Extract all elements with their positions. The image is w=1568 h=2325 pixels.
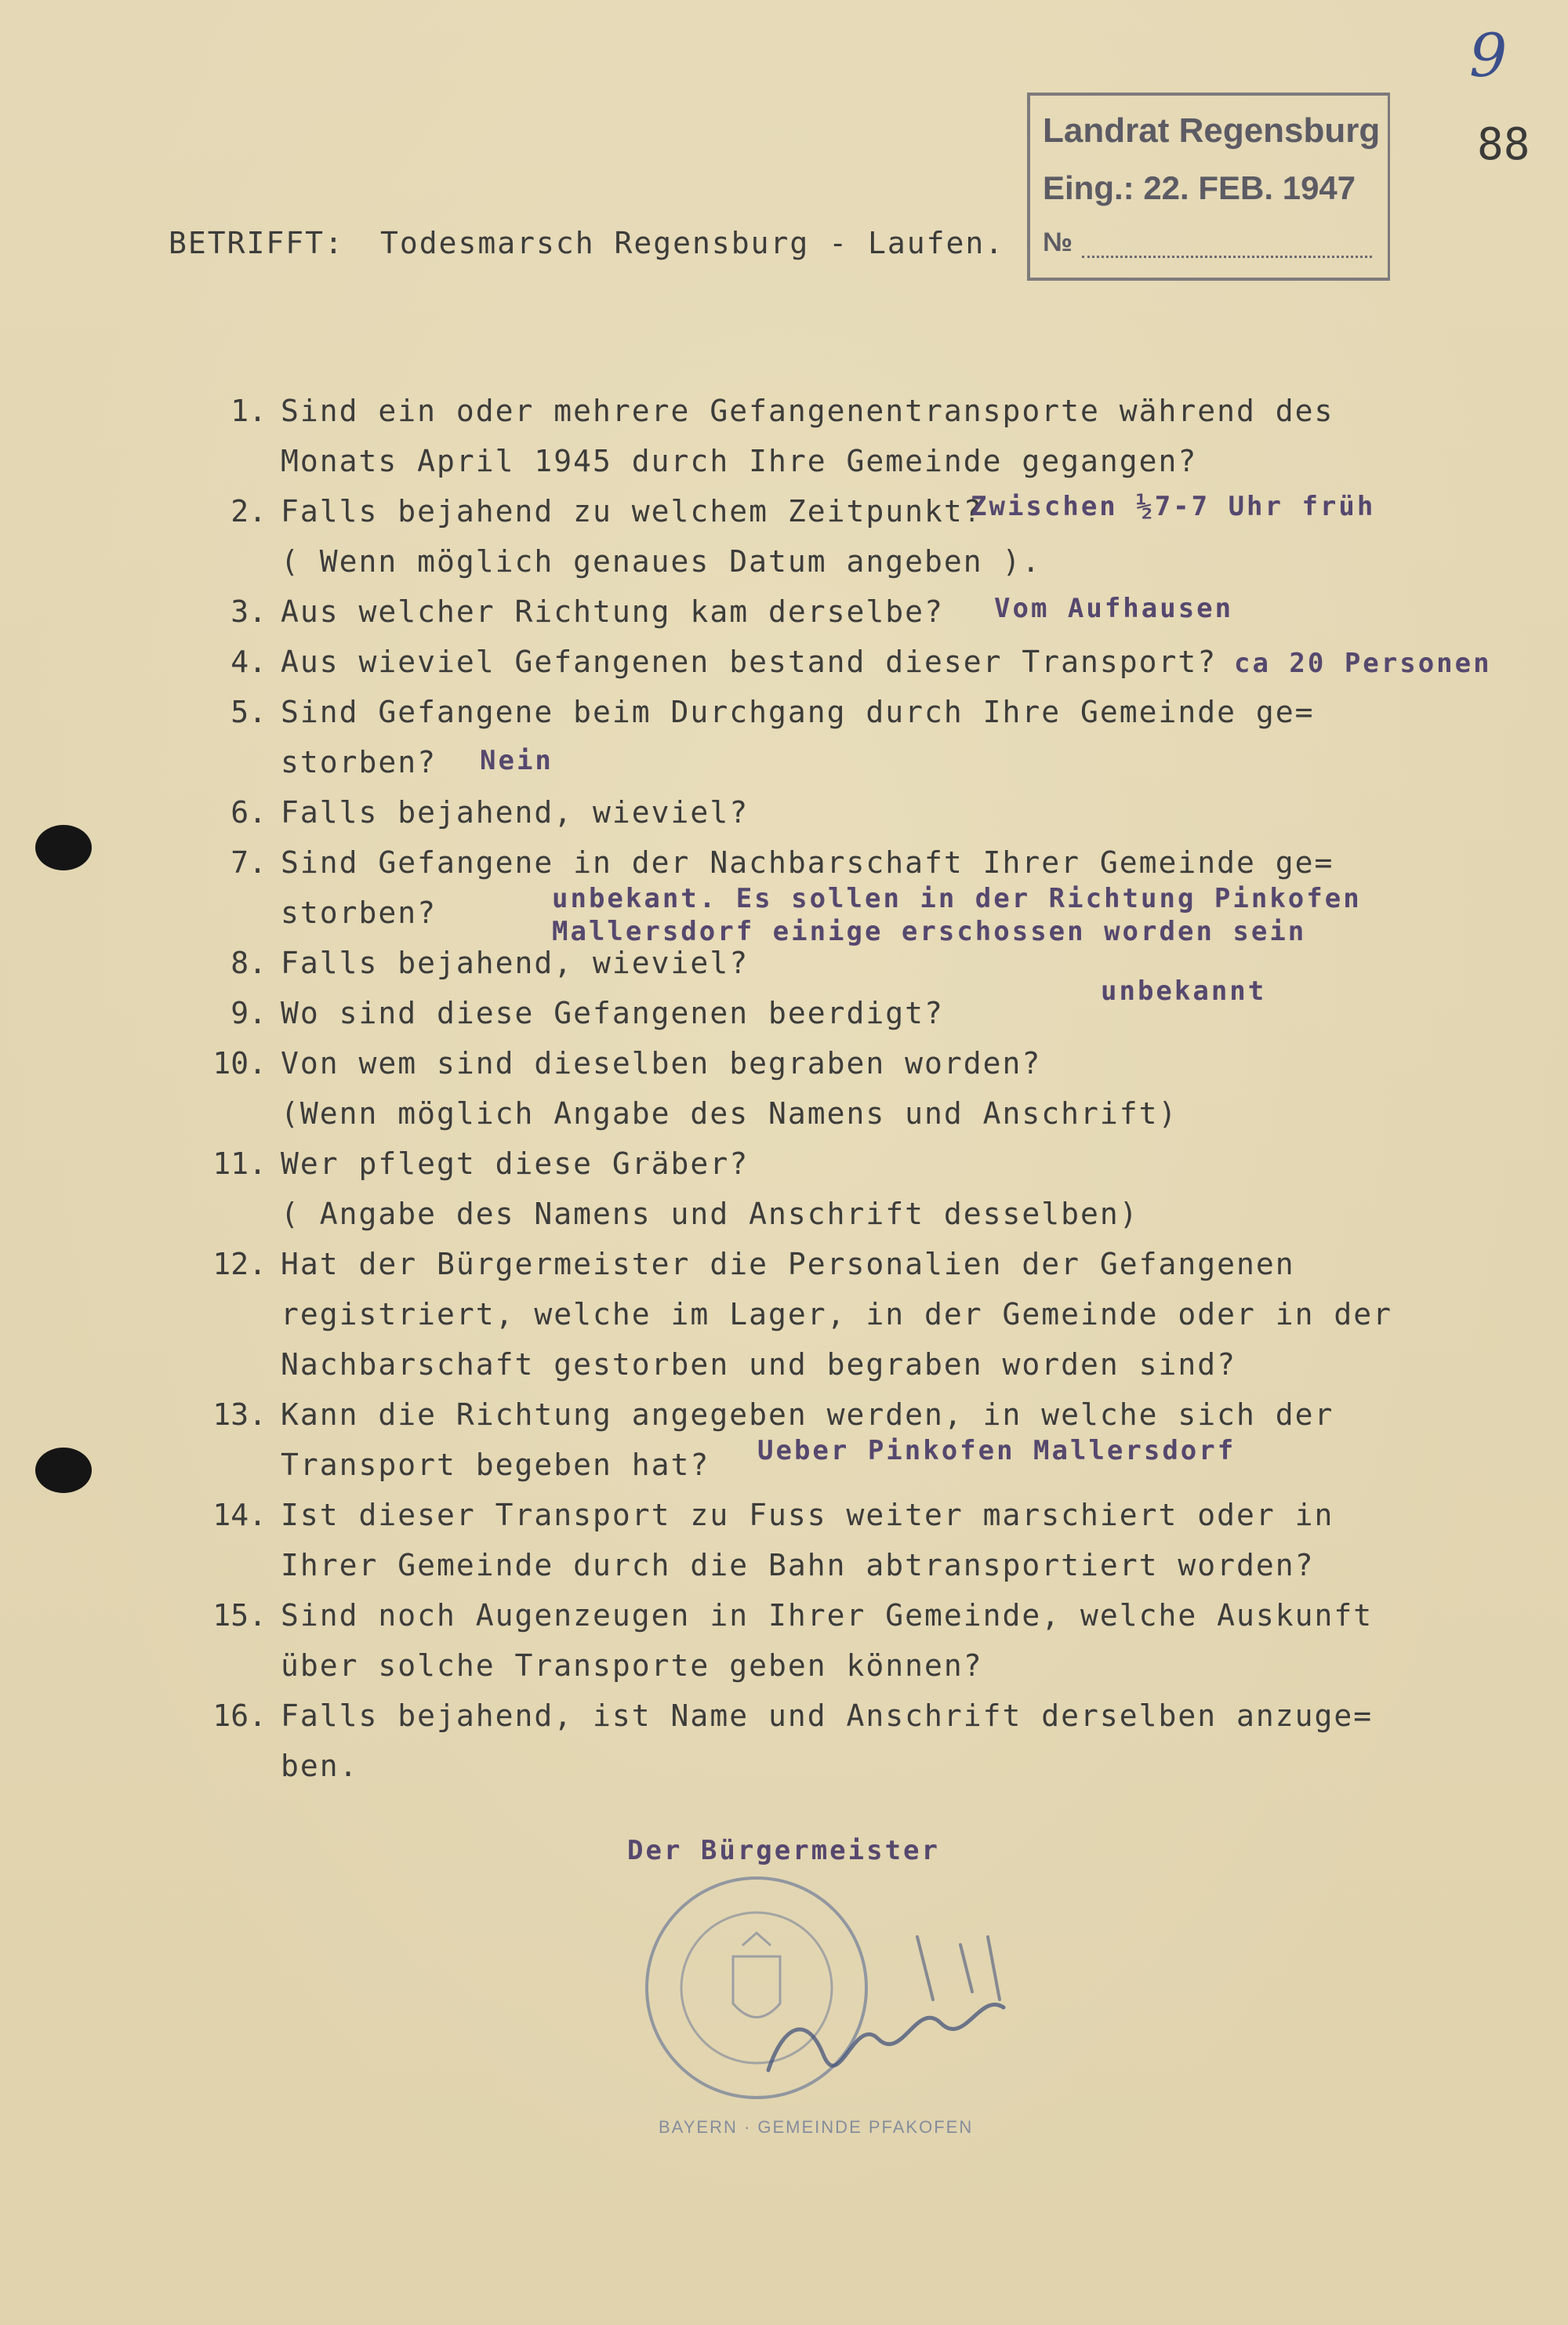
stamp-number-line: [1082, 256, 1372, 258]
question-number: 9.: [230, 996, 267, 1030]
question-text: Transport begeben hat?: [281, 1448, 710, 1482]
question-text: Falls bejahend, wieviel?: [281, 795, 750, 830]
subject-label: BETRIFFT:: [169, 226, 344, 260]
stamp-received-date: Eing.: 22. FEB. 1947: [1043, 169, 1356, 206]
punch-hole-bottom: [35, 1448, 92, 1493]
question-number: 10.: [212, 1046, 267, 1081]
question-text: Falls bejahend zu welchem Zeitpunkt?: [281, 494, 983, 529]
question-number: 14.: [212, 1498, 267, 1532]
question-number: 4.: [230, 645, 267, 679]
question-text: registriert, welche im Lager, in der Gemeinde oder in der: [281, 1297, 1393, 1331]
question-text: Falls bejahend, ist Name und Anschrift derselben anzuge=: [281, 1698, 1374, 1733]
answer-q7-line1: unbekant. Es sollen in der Richtung Pinkofen: [552, 883, 1362, 914]
question-number: 5.: [230, 695, 267, 729]
question-number: 1.: [230, 394, 267, 428]
question-number: 7.: [230, 845, 267, 880]
question-number: 6.: [230, 795, 267, 830]
question-text: Aus wieviel Gefangenen bestand dieser Transport?: [281, 645, 1218, 679]
stamp-office: Landrat Regensburg: [1043, 111, 1381, 150]
question-text: ( Angabe des Namens und Anschrift desselben): [281, 1197, 1139, 1231]
subject-text: Todesmarsch Regensburg - Laufen.: [380, 226, 1005, 260]
question-text: storben?: [281, 745, 437, 779]
question-number: 3.: [230, 594, 267, 629]
question-text: Ist dieser Transport zu Fuss weiter marschiert oder in: [281, 1498, 1334, 1532]
question-text: Nachbarschaft gestorben und begraben worden sind?: [281, 1347, 1237, 1382]
answer-q4: ca 20 Personen: [1234, 648, 1492, 679]
question-text: Sind ein oder mehrere Gefangenentransporte während des: [281, 394, 1334, 428]
question-text: Sind Gefangene in der Nachbarschaft Ihrer Gemeinde ge=: [281, 845, 1334, 880]
question-text: Sind Gefangene beim Durchgang durch Ihre Gemeinde ge=: [281, 695, 1315, 729]
question-number: 8.: [230, 946, 267, 980]
answer-q13: Ueber Pinkofen Mallersdorf: [757, 1435, 1236, 1466]
question-number: 16.: [212, 1698, 267, 1733]
stamp-number-label: №: [1043, 227, 1073, 257]
pencil-page-number: 9: [1469, 20, 1508, 90]
answer-q5: Nein: [480, 745, 554, 776]
question-text: Kann die Richtung angegeben werden, in welche sich der: [281, 1397, 1334, 1432]
question-text: über solche Transporte geben können?: [281, 1648, 983, 1683]
folio-number: 88: [1477, 119, 1530, 170]
question-text: Ihrer Gemeinde durch die Bahn abtransportiert worden?: [281, 1548, 1315, 1582]
question-number: 11.: [212, 1146, 267, 1181]
question-number: 2.: [230, 494, 267, 529]
question-text: ben.: [281, 1749, 359, 1783]
question-number: 13.: [212, 1397, 267, 1432]
question-number: 15.: [212, 1598, 267, 1633]
question-text: Wo sind diese Gefangenen beerdigt?: [281, 996, 944, 1030]
answer-q2: Zwischen ½7-7 Uhr früh: [971, 491, 1376, 522]
question-text: storben?: [281, 895, 437, 930]
signature-title: Der Bürgermeister: [627, 1835, 940, 1866]
question-text: ( Wenn möglich genaues Datum angeben ).: [281, 544, 1042, 579]
seal-text: BAYERN · GEMEINDE PFAKOFEN: [659, 2117, 974, 2137]
question-text: Aus welcher Richtung kam derselbe?: [281, 594, 944, 629]
question-text: Falls bejahend, wieviel?: [281, 946, 750, 980]
question-text: (Wenn möglich Angabe des Namens und Anschrift): [281, 1096, 1178, 1131]
question-number: 12.: [212, 1247, 267, 1281]
answer-q9: unbekannt: [1101, 975, 1267, 1007]
question-text: Von wem sind dieselben begraben worden?: [281, 1046, 1042, 1081]
question-text: Hat der Bürgermeister die Personalien der Gefangenen: [281, 1247, 1295, 1281]
handwritten-signature: [737, 1905, 1035, 2102]
answer-q7-line2: Mallersdorf einige erschossen worden sein: [552, 916, 1307, 947]
punch-hole-top: [35, 825, 92, 870]
answer-q3: Vom Aufhausen: [994, 593, 1234, 624]
question-text: Monats April 1945 durch Ihre Gemeinde gegangen?: [281, 444, 1198, 478]
question-text: Sind noch Augenzeugen in Ihrer Gemeinde, welche Auskunft: [281, 1598, 1374, 1633]
question-text: Wer pflegt diese Gräber?: [281, 1146, 750, 1181]
